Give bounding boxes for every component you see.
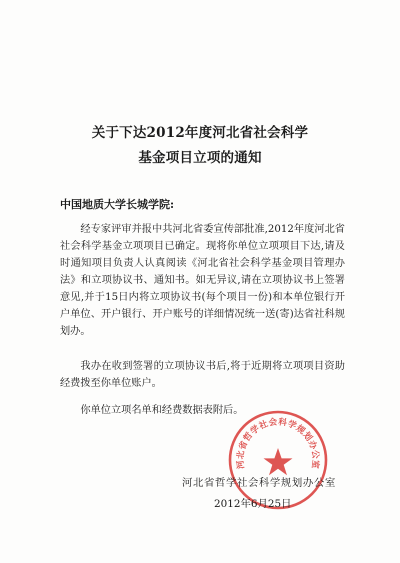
body-paragraph-1: 经专家评审并报中共河北省委宣传部批准,2012年度河北省社会科学基金立项项目已确定。现将你单位立项项目下达,请及时通知项目负责人认真阅读《河北省社会科学基金项目管理办法》和立项协议书、通知书。如无异议,请在立项协议书上签署意见,并于15日内将立项协议书(每个项目一份)和本单位银行开户单位、开户银行、开户账号的详细情况统一送(寄)达省社科规划办。 — [60, 224, 345, 337]
signature-organization: 河北省哲学社会科学规划办公室 — [182, 477, 336, 489]
body-paragraph-2: 我办在收到签署的立项协议书后,将于近期将立项项目资助经费拨至你单位账户。 — [60, 361, 345, 389]
salutation: 中国地质大学长城学院: — [60, 198, 175, 211]
signature-date: 2012年6月25日 — [214, 498, 292, 510]
document-title-line-1: 关于下达2012年度河北省社会科学 — [91, 125, 309, 141]
seal-text: 河北省哲学社会科学规划办公室 — [235, 417, 321, 470]
document-title-line-2: 基金项目立项的通知 — [138, 150, 262, 166]
body-paragraph-3: 你单位立项名单和经费数据表附后。 — [80, 405, 244, 416]
